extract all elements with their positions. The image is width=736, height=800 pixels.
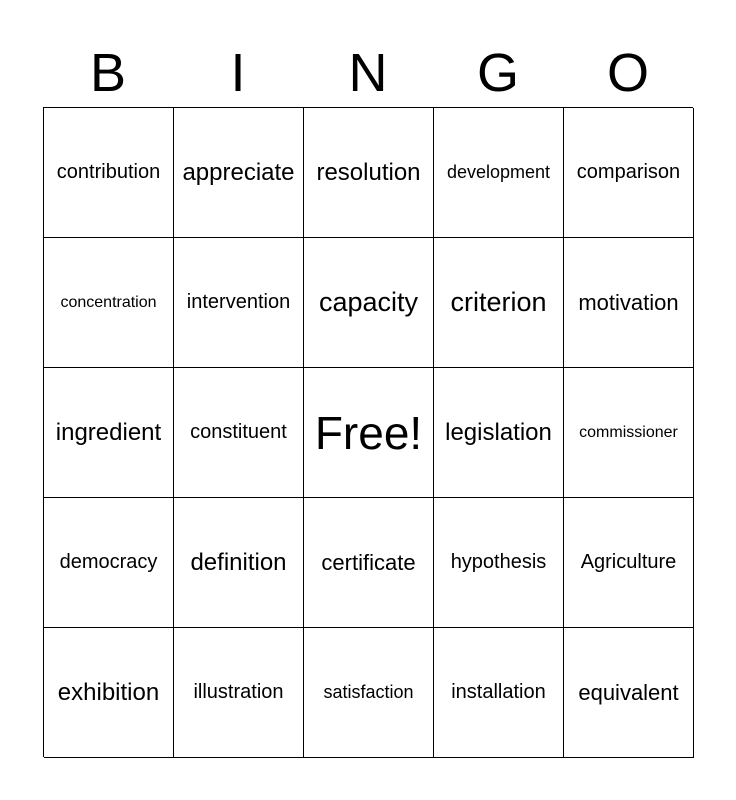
bingo-cell-r1c3[interactable]: resolution: [304, 108, 434, 238]
header-letter-b: B: [89, 43, 127, 103]
header-letter-g: G: [476, 43, 519, 103]
header-letter-n: N: [348, 43, 388, 103]
bingo-cell-r1c4[interactable]: development: [434, 108, 564, 238]
bingo-cell-r4c5[interactable]: Agriculture: [564, 498, 694, 628]
bingo-cell-r3c1[interactable]: ingredient: [44, 368, 174, 498]
bingo-cell-r5c1[interactable]: exhibition: [44, 628, 174, 758]
bingo-cell-r5c4[interactable]: installation: [434, 628, 564, 758]
bingo-cell-r3c4[interactable]: legislation: [434, 368, 564, 498]
bingo-cell-r2c2[interactable]: intervention: [174, 238, 304, 368]
bingo-cell-r1c2[interactable]: appreciate: [174, 108, 304, 238]
header-letter-i: I: [230, 43, 246, 103]
bingo-cell-r2c5[interactable]: motivation: [564, 238, 694, 368]
bingo-cell-r2c4[interactable]: criterion: [434, 238, 564, 368]
bingo-cell-r1c5[interactable]: comparison: [564, 108, 694, 238]
bingo-cell-r4c4[interactable]: hypothesis: [434, 498, 564, 628]
bingo-cell-r1c1[interactable]: contribution: [44, 108, 174, 238]
bingo-board: [43, 107, 693, 757]
bingo-cell-r2c1[interactable]: concentration: [44, 238, 174, 368]
bingo-cell-r4c1[interactable]: democracy: [44, 498, 174, 628]
bingo-cell-r2c3[interactable]: capacity: [304, 238, 434, 368]
bingo-cell-free-space[interactable]: Free!: [304, 368, 434, 498]
bingo-cell-r3c2[interactable]: constituent: [174, 368, 304, 498]
bingo-cell-r4c2[interactable]: definition: [174, 498, 304, 628]
bingo-cell-r5c3[interactable]: satisfaction: [304, 628, 434, 758]
bingo-cell-r5c2[interactable]: illustration: [174, 628, 304, 758]
header-letter-o: O: [606, 43, 649, 103]
bingo-header: [43, 40, 693, 106]
bingo-cell-r3c5[interactable]: commissioner: [564, 368, 694, 498]
bingo-cell-r4c3[interactable]: certificate: [304, 498, 434, 628]
bingo-cell-r5c5[interactable]: equivalent: [564, 628, 694, 758]
